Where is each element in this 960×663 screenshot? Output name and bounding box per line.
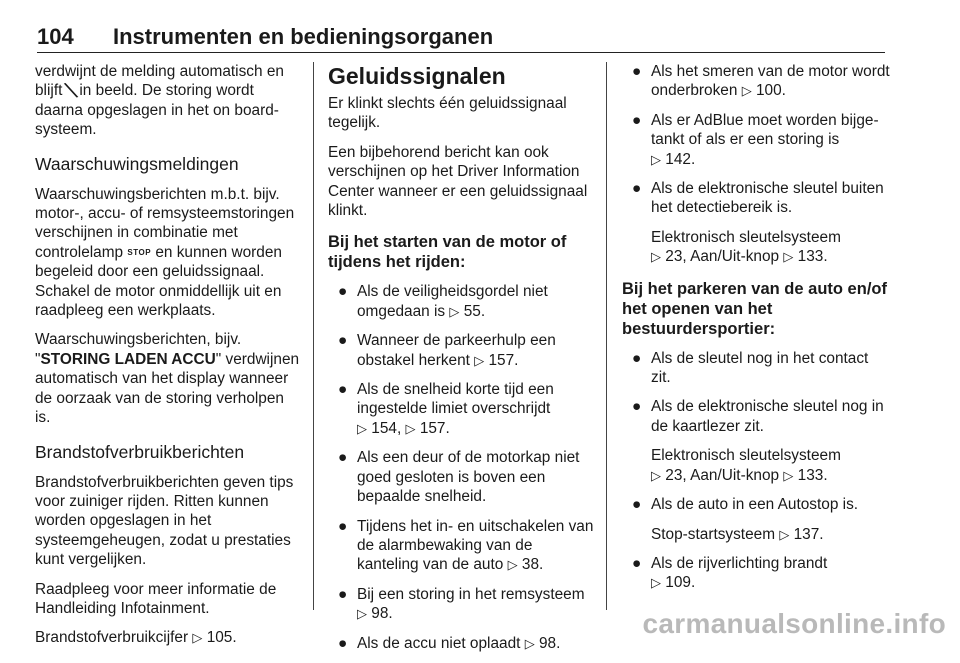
page-ref-link[interactable]: 157.	[419, 419, 450, 437]
page-ref-link[interactable]: 109.	[665, 574, 696, 592]
bullet-list	[622, 349, 890, 593]
page-ref-link[interactable]: 98.	[371, 605, 393, 623]
sub-reference: Stop-startsysteem ▷ 137.	[651, 525, 824, 543]
page-ref-arrow-icon: ▷	[651, 249, 661, 265]
watermark: carmanualsonline.info	[642, 608, 946, 639]
page-ref-arrow-icon: ▷	[449, 303, 460, 319]
paragraph: Brandstofverbruikberichten geven tips voor zuiniger rijden. Ritten kunnen worden opgeslagen in het systeemgeheugen, zodat u prestaties kunt vergelijken.	[35, 473, 294, 569]
page-ref-link[interactable]: 38.	[521, 556, 544, 574]
list-item: ● Als de veiligheidsgordel niet omgedaan is ▷ 55.	[338, 283, 548, 320]
page-ref-arrow-icon: ▷	[524, 635, 535, 651]
section-heading-warnings: Waarschuwingsmeldingen	[35, 153, 239, 174]
column-3	[622, 62, 890, 603]
page-ref-link[interactable]: 142.	[665, 150, 696, 168]
page-ref-arrow-icon: ▷	[779, 526, 790, 542]
list-item: ● Als het smeren van de motor wordt onderbroken ▷ 100.	[632, 63, 890, 100]
chapter-title: Instrumenten en bedieningsorganen	[113, 24, 494, 49]
page-ref-arrow-icon: ▷	[507, 557, 518, 573]
paragraph: Waarschuwingsberichten m.b.t. bijv. motor-, accu- of remsysteemstoringen verschijnen in combinatie met controlelamp STOP en kunnen worden begeleid door een geluidssignaal. Schakel de motor onmiddellijk uit en raadpleeg een werkplaats.	[35, 185, 295, 320]
section-heading-fuel: Brandstofverbruikberichten	[35, 441, 245, 462]
column-2	[328, 62, 596, 663]
bullet-list	[328, 282, 596, 653]
page-ref-arrow-icon: ▷	[783, 467, 794, 483]
list-item: ● Als de sleutel nog in het contact zit.	[632, 349, 869, 387]
page-ref-link[interactable]: 133.	[797, 466, 828, 484]
list-item: ● Wanneer de parkeerhulp een obstakel herkent ▷ 157.	[338, 332, 556, 369]
sub-reference: Elektronisch sleutelsysteem ▷ 23, Aan/Uit-knop ▷ 133.	[651, 447, 841, 484]
list-item: ● Als er AdBlue moet worden bijgetankt of als er een storing is ▷ 142.	[632, 111, 879, 168]
paragraph: Een bijbehorend bericht kan ook verschijnen op het Driver Information Center wanneer er een geluidssignaal klinkt.	[328, 143, 588, 220]
list-item: ● Als een deur of de motorkap niet goed gesloten is boven een bepaalde snelheid.	[338, 449, 580, 506]
page-ref-link[interactable]: 23, Aan/Uit-knop	[665, 248, 780, 266]
paragraph: Waarschuwingsberichten, bijv. "STORING LADEN ACCU" verdwijnen automatisch van het display wanneer de oorzaak van de storing verholpen is.	[35, 331, 300, 427]
page-ref-link[interactable]: 23, Aan/Uit-knop	[665, 466, 780, 484]
list-item: ● Als de accu niet oplaadt ▷ 98.	[338, 634, 561, 652]
subsection-heading: Bij het starten van de motor of tijdens het rijden:	[328, 233, 567, 272]
page-ref-link[interactable]: 100.	[756, 82, 786, 100]
list-item: ● Als de elektronische sleutel nog in de kaartlezer zit. Elektronisch sleutelsysteem ▷ 23, Aan/Uit-knop ▷ 133.	[622, 397, 890, 485]
paragraph: Er klinkt slechts één geluidssignaal tegelijk.	[328, 95, 567, 132]
page-ref-arrow-icon: ▷	[651, 151, 661, 167]
column-divider	[606, 62, 607, 610]
paragraph: Brandstofverbruikcijfer ▷ 105.	[35, 629, 237, 647]
page-header	[37, 22, 885, 53]
list-item: ● Als de snelheid korte tijd een ingestelde limiet overschrijdt ▷ 154, ▷ 157.	[338, 381, 554, 437]
page-ref-link[interactable]: 154,	[371, 419, 402, 437]
page-ref-link[interactable]: 105.	[206, 629, 237, 647]
stop-warning-icon: STOP	[127, 247, 152, 257]
page-ref-link[interactable]: 157.	[488, 351, 519, 369]
paragraph: Raadpleeg voor meer informatie de Handleiding Infotainment.	[35, 580, 277, 617]
list-item: ● Als de rijverlichting brandt ▷ 109.	[632, 554, 828, 592]
paragraph: verdwijnt de melding automatisch en blijft ╲ in beeld. De storing wordt daarna opgeslagen in het on board-systeem.	[35, 63, 284, 139]
page-number: 104	[37, 24, 74, 49]
wrench-icon: ╲	[64, 81, 77, 100]
page-ref-link[interactable]: 98.	[538, 634, 561, 652]
list-item: ● Bij een storing in het remsysteem ▷ 98.	[338, 585, 585, 623]
page-ref-arrow-icon: ▷	[405, 420, 416, 436]
page-ref-arrow-icon: ▷	[474, 352, 485, 368]
page-ref-arrow-icon: ▷	[357, 420, 367, 436]
page-ref-arrow-icon: ▷	[357, 606, 367, 622]
page-ref-arrow-icon: ▷	[651, 467, 661, 483]
column-1	[35, 62, 303, 658]
page-ref-arrow-icon: ▷	[741, 83, 752, 99]
page-ref-arrow-icon: ▷	[783, 249, 794, 265]
list-item: ● Als de auto in een Autostop is. Stop-startsysteem ▷ 137.	[622, 495, 890, 544]
bullet-list	[622, 62, 890, 267]
page-ref-link[interactable]: 137.	[793, 525, 824, 543]
sub-reference: Elektronisch sleutelsysteem ▷ 23, Aan/Uit-knop ▷ 133.	[651, 228, 841, 266]
page-ref-arrow-icon: ▷	[192, 630, 203, 646]
section-title: Geluidssignalen	[328, 63, 506, 89]
subsection-heading: Bij het parkeren van de auto en/of het openen van het bestuurdersportier:	[622, 279, 887, 338]
column-divider	[313, 62, 314, 610]
page-ref-link[interactable]: 133.	[797, 248, 828, 266]
page-ref-arrow-icon: ▷	[651, 575, 661, 591]
page-ref-link[interactable]: 55.	[463, 302, 486, 320]
list-item: ● Als de elektronische sleutel buiten het detectiebereik is. Elektronisch sleutelsysteem ▷ 23, Aan/Uit-knop ▷ 133.	[622, 179, 890, 267]
list-item: ● Tijdens het in- en uitschakelen van de alarmbewaking van de kanteling van de auto ▷ 38.	[338, 517, 594, 574]
